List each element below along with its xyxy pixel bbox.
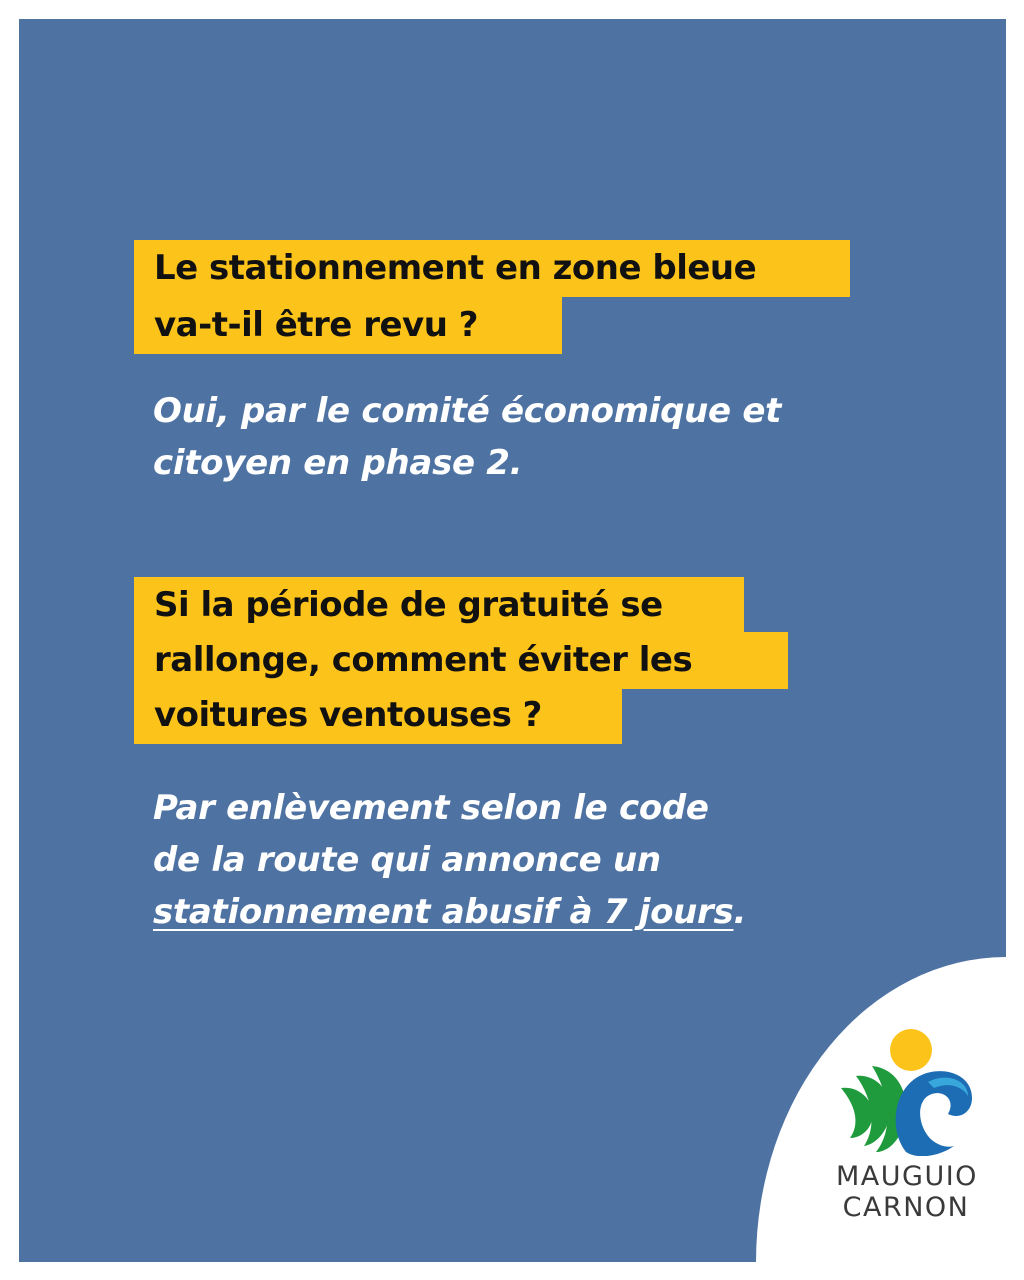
logo-text-line-2: CARNON bbox=[842, 1192, 970, 1223]
answer-2-period: . bbox=[733, 892, 747, 932]
question-1-line-2: va-t-il être revu ? bbox=[134, 297, 562, 354]
sun-shape bbox=[890, 1029, 932, 1071]
logo-text-line-1: MAUGUIO bbox=[836, 1161, 978, 1192]
answer-1-line-1: Oui, par le comité économique et bbox=[153, 391, 782, 431]
question-2-line-2: rallonge, comment éviter les bbox=[134, 632, 788, 689]
answer-2-line-2: de la route qui annonce un bbox=[153, 840, 661, 880]
answer-1-line-2: citoyen en phase 2. bbox=[153, 443, 523, 483]
question-2-line-1: Si la période de gratuité se bbox=[134, 577, 744, 634]
answer-2-line-3 bbox=[153, 886, 746, 938]
answer-2-underlined-text: stationnement abusif à 7 jours bbox=[153, 892, 734, 932]
mauguio-carnon-logo-icon bbox=[836, 1028, 976, 1156]
question-1-line-1: Le stationnement en zone bleue bbox=[134, 240, 850, 297]
question-2-line-3: voitures ventouses ? bbox=[134, 687, 622, 744]
answer-2-line-1: Par enlèvement selon le code bbox=[153, 788, 709, 828]
